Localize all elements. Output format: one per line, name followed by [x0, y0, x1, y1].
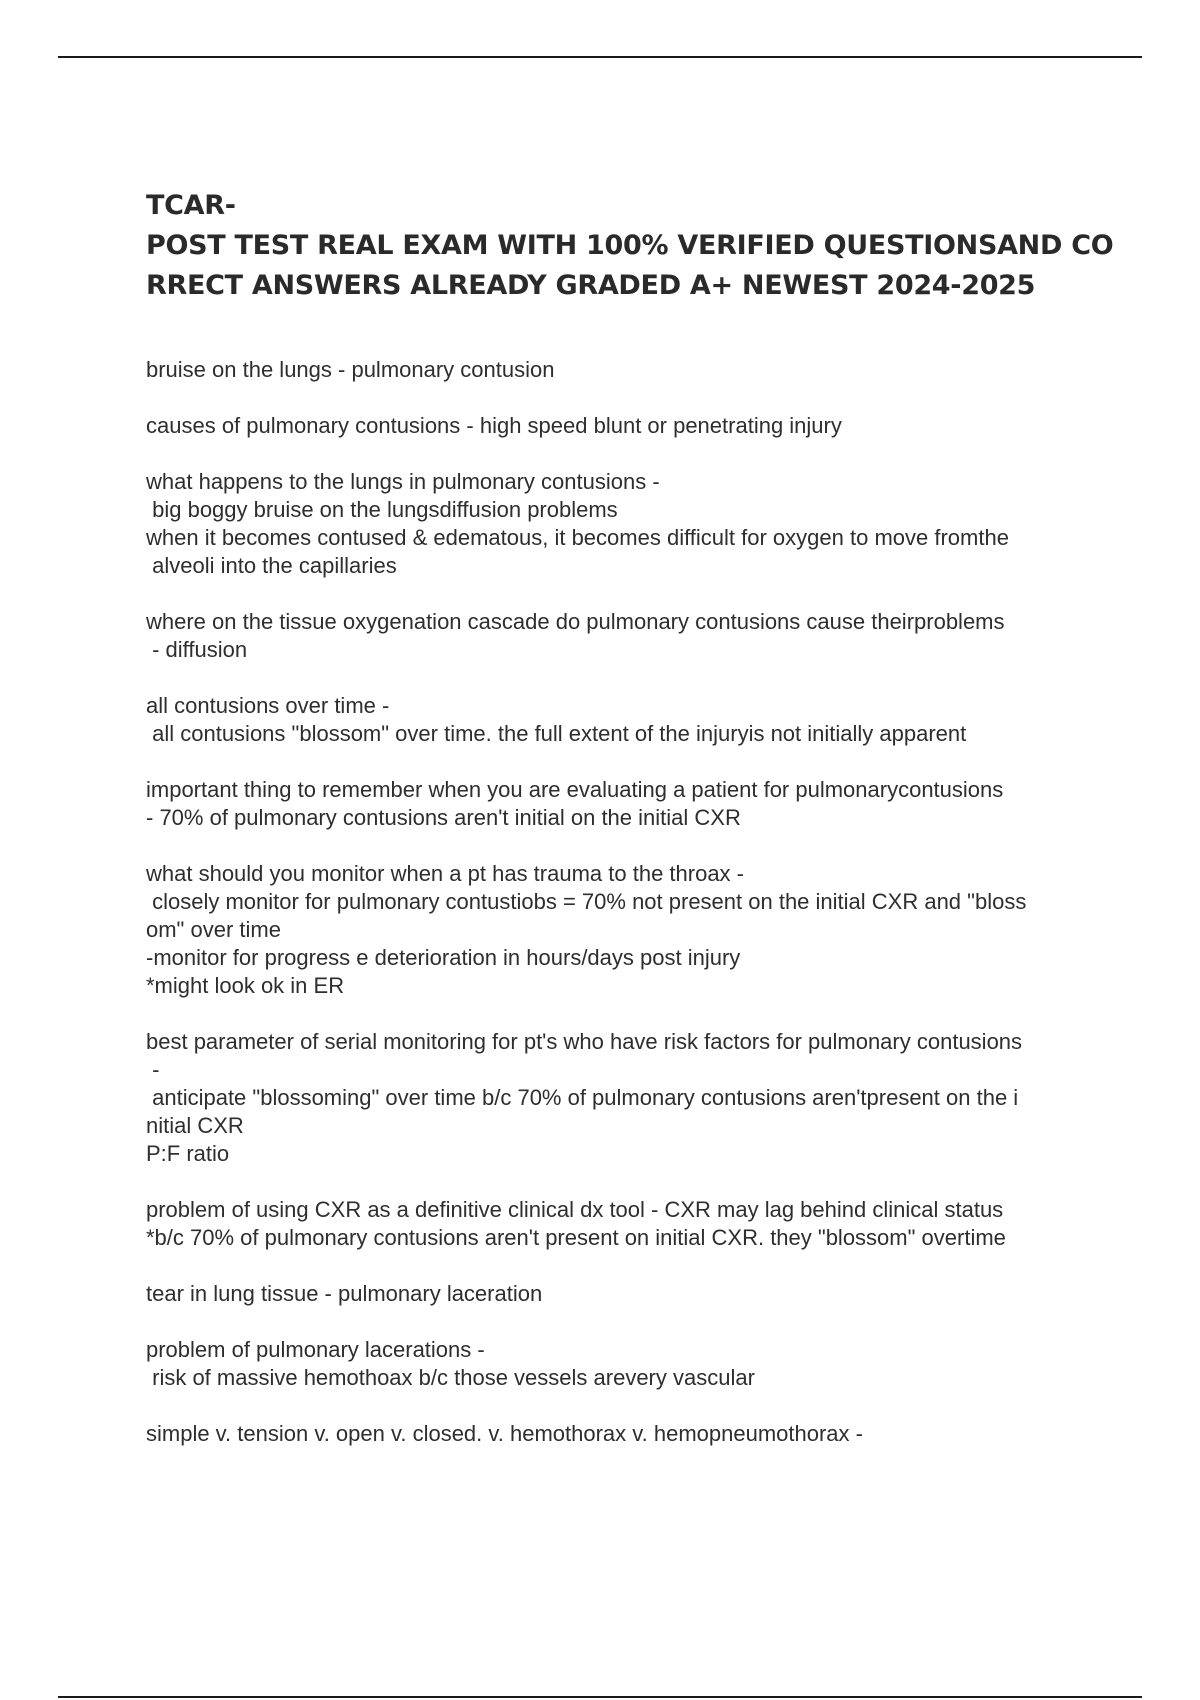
qa-line: tear in lung tissue - pulmonary laceration — [146, 1281, 543, 1306]
qa-line: - — [146, 1057, 160, 1082]
title-line: POST TEST REAL EXAM WITH 100% VERIFIED QUESTIONSAND CO — [146, 230, 1114, 261]
bottom-rule — [58, 1696, 1142, 1698]
qa-line: closely monitor for pulmonary contustiobs = 70% not present on the initial CXR and "bloss — [146, 889, 1027, 914]
qa-entry — [146, 1028, 1106, 1168]
qa-entry — [146, 860, 1106, 1000]
qa-entry — [146, 1280, 1106, 1308]
qa-entry — [146, 1196, 1106, 1252]
qa-entry — [146, 608, 1106, 664]
qa-line: causes of pulmonary contusions - high speed blunt or penetrating injury — [146, 413, 842, 438]
qa-line: what should you monitor when a pt has trauma to the throax - — [146, 861, 744, 886]
qa-line: P:F ratio — [146, 1141, 230, 1166]
qa-line: best parameter of serial monitoring for pt's who have risk factors for pulmonary contusions — [146, 1029, 1023, 1054]
qa-line: *b/c 70% of pulmonary contusions aren't present on initial CXR. they "blossom" overtime — [146, 1225, 1006, 1250]
question-answer-list — [146, 356, 1106, 1476]
qa-line: -monitor for progress e deterioration in hours/days post injury — [146, 945, 741, 970]
qa-line: what happens to the lungs in pulmonary contusions - — [146, 469, 660, 494]
top-rule — [58, 56, 1142, 58]
qa-line: simple v. tension v. open v. closed. v. hemothorax v. hemopneumothorax - — [146, 1421, 863, 1446]
qa-line: risk of massive hemothoax b/c those vessels arevery vascular — [146, 1365, 755, 1390]
qa-entry — [146, 412, 1106, 440]
qa-line: om" over time — [146, 917, 281, 942]
qa-line: - diffusion — [146, 637, 248, 662]
qa-line: problem of using CXR as a definitive clinical dx tool - CXR may lag behind clinical status — [146, 1197, 1004, 1222]
qa-line: important thing to remember when you are evaluating a patient for pulmonarycontusions — [146, 777, 1004, 802]
qa-entry — [146, 1420, 1106, 1448]
qa-line: nitial CXR — [146, 1113, 244, 1138]
qa-entry — [146, 692, 1106, 748]
document-title — [146, 186, 1114, 306]
qa-entry — [146, 1336, 1106, 1392]
title-line: RRECT ANSWERS ALREADY GRADED A+ NEWEST 2024-2025 — [146, 270, 1036, 301]
qa-line: - 70% of pulmonary contusions aren't initial on the initial CXR — [146, 805, 741, 830]
qa-line: all contusions "blossom" over time. the full extent of the injuryis not initially apparent — [146, 721, 967, 746]
qa-entry — [146, 356, 1106, 384]
qa-line: big boggy bruise on the lungsdiffusion problems — [146, 497, 618, 522]
title-line: TCAR- — [146, 190, 236, 221]
qa-line: problem of pulmonary lacerations - — [146, 1337, 485, 1362]
qa-line: *might look ok in ER — [146, 973, 345, 998]
qa-line: anticipate "blossoming" over time b/c 70% of pulmonary contusions aren'tpresent on the i — [146, 1085, 1019, 1110]
qa-entry — [146, 776, 1106, 832]
qa-line: where on the tissue oxygenation cascade do pulmonary contusions cause theirproblems — [146, 609, 1005, 634]
qa-line: bruise on the lungs - pulmonary contusion — [146, 357, 555, 382]
qa-line: alveoli into the capillaries — [146, 553, 397, 578]
qa-line: when it becomes contused & edematous, it becomes difficult for oxygen to move fromthe — [146, 525, 1009, 550]
qa-line: all contusions over time - — [146, 693, 390, 718]
qa-entry — [146, 468, 1106, 580]
